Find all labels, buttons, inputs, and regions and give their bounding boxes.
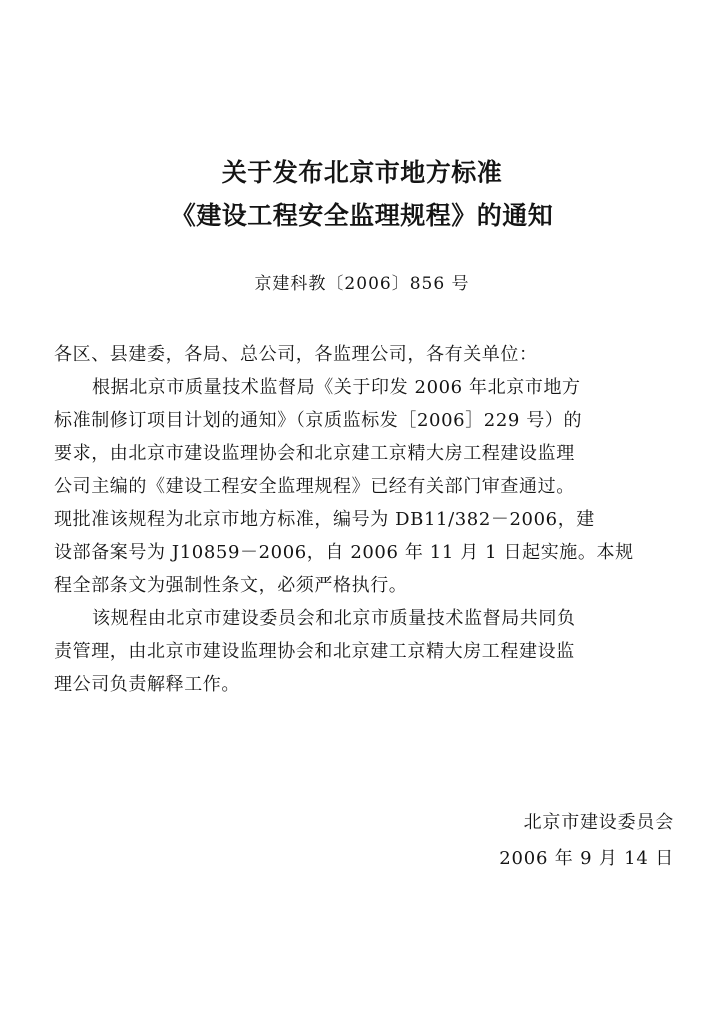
signature-date: 2006 年 9 月 14 日 (499, 848, 674, 869)
document-number: 京建科教〔2006〕856 号 (254, 274, 470, 294)
paragraph2-line: 理公司负责解释工作。 (54, 674, 240, 695)
paragraph1-line: 程全部条文为强制性条文，必须严格执行。 (54, 575, 408, 596)
notice-title-line2: 《建设工程安全监理规程》的通知 (170, 201, 554, 230)
paragraph2-line: 责管理，由北京市建设监理协会和北京建工京精大房工程建设监 (54, 641, 575, 662)
paragraph1-line: 要求，由北京市建设监理协会和北京建工京精大房工程建设监理 (54, 443, 575, 464)
paragraph2-line: 该规程由北京市建设委员会和北京市质量技术监督局共同负 (92, 608, 576, 629)
paragraph1-line: 设部备案号为 J10859－2006，自 2006 年 11 月 1 日起实施。本规 (54, 542, 634, 563)
notice-title-line1: 关于发布北京市地方标准 (221, 158, 503, 187)
signature-organization: 北京市建设委员会 (523, 812, 674, 833)
paragraph1-line: 现批准该规程为北京市地方标准，编号为 DB11/382－2006，建 (54, 509, 595, 530)
paragraph1-line: 标准制修订项目计划的通知》（京质监标发［2006］229 号）的 (54, 410, 583, 431)
paragraph1-line: 公司主编的《建设工程安全监理规程》已经有关部门审查通过。 (54, 476, 575, 497)
addressee-line: 各区、县建委，各局、总公司，各监理公司，各有关单位： (54, 344, 538, 365)
paragraph1-line: 根据北京市质量技术监督局《关于印发 2006 年北京市地方 (92, 377, 581, 398)
